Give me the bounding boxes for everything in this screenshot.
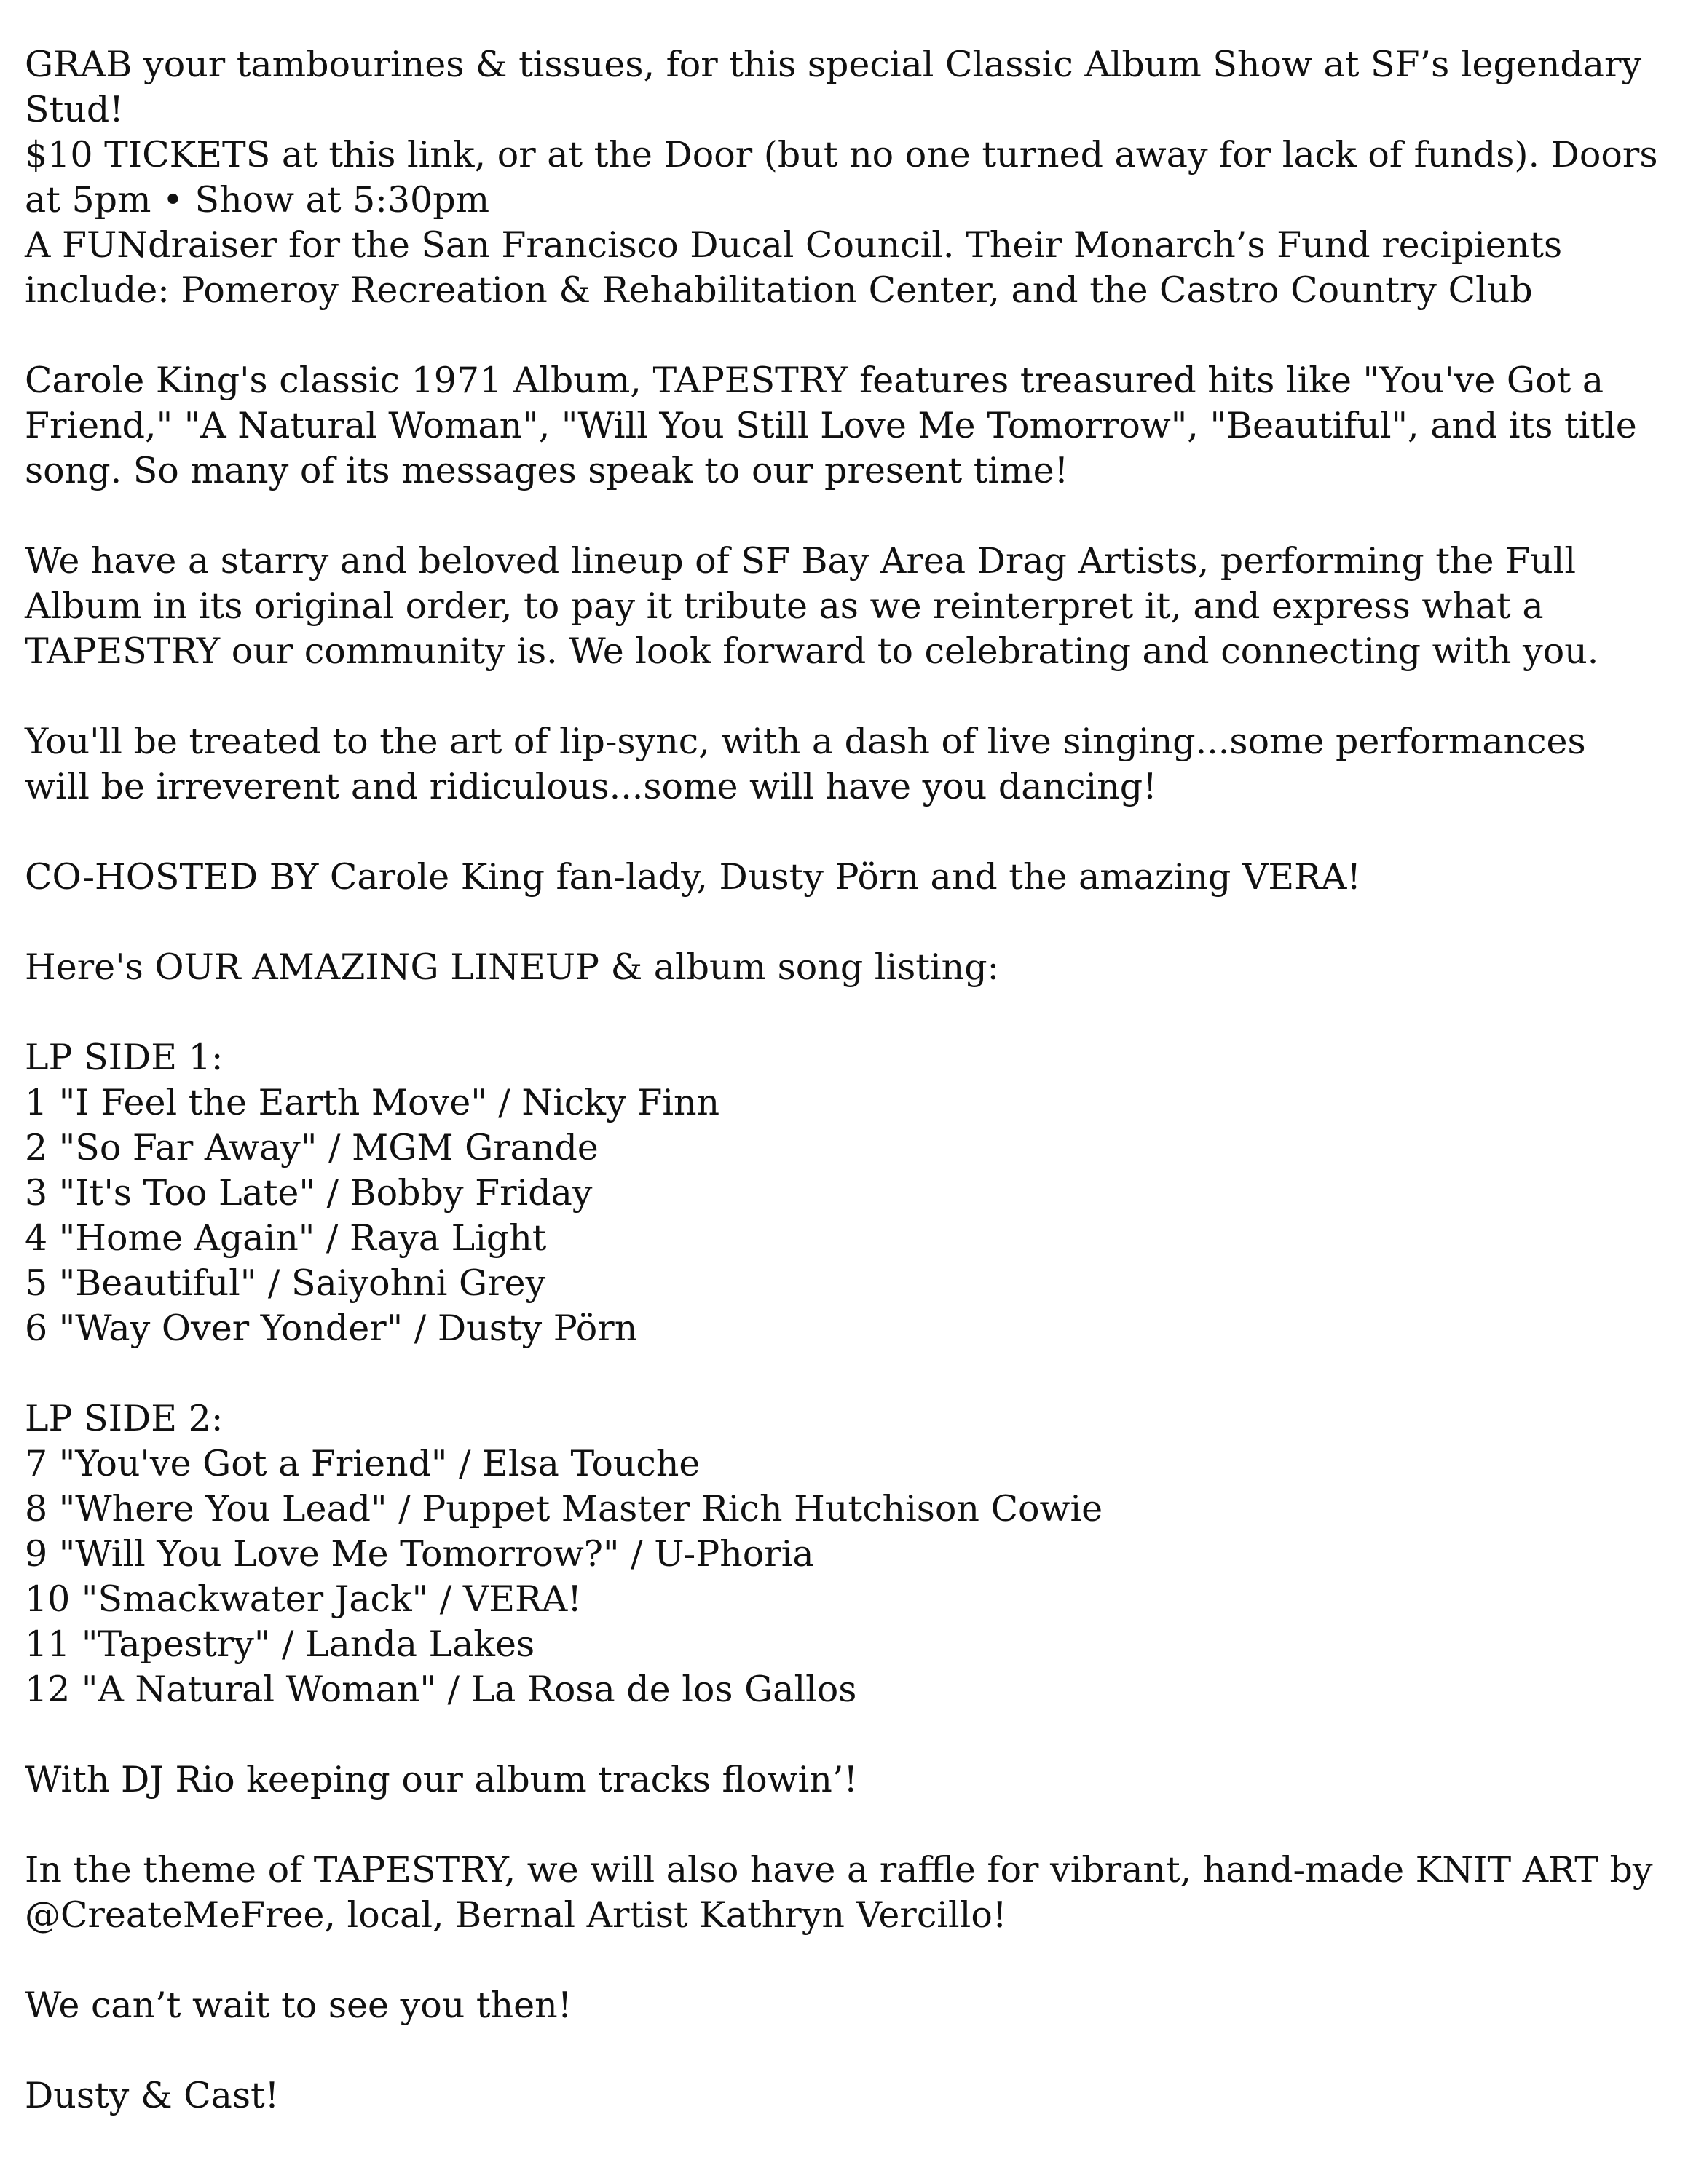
track-item: 8 "Where You Lead" / Puppet Master Rich Hutchison Cowie (25, 1488, 1103, 1530)
raffle-paragraph (25, 1848, 1671, 1938)
cohost-line: CO-HOSTED BY Carole King fan-lady, Dusty Pörn and the amazing VERA! (25, 856, 1362, 898)
track-item: 6 "Way Over Yonder" / Dusty Pörn (25, 1307, 638, 1349)
track-item: 5 "Beautiful" / Saiyohni Grey (25, 1262, 546, 1304)
album-line: Carole King's classic 1971 Album, TAPESTRY features treasured hits like "You've Got a (25, 360, 1604, 401)
side-2-track-list (25, 1396, 1671, 1712)
track-item: 2 "So Far Away" / MGM Grande (25, 1127, 599, 1168)
track-item: 3 "It's Too Late" / Bobby Friday (25, 1172, 593, 1214)
lineup-paragraph (25, 539, 1671, 674)
lineup-line: We have a starry and beloved lineup of SF Bay Area Drag Artists, performing the Full (25, 540, 1576, 582)
lipsync-line: You'll be treated to the art of lip-sync, with a dash of live singing...some performances (25, 721, 1586, 762)
signoff-paragraph (25, 2073, 1671, 2118)
intro-line: Stud! (25, 89, 124, 130)
dj-line: With DJ Rio keeping our album tracks flowin’! (25, 1759, 859, 1800)
lineup-line: TAPESTRY our community is. We look forward to celebrating and connecting with you. (25, 630, 1599, 672)
album-paragraph (25, 358, 1671, 494)
fundraiser-line: include: Pomeroy Recreation & Rehabilitation Center, and the Castro Country Club (25, 269, 1533, 311)
lipsync-line: will be irreverent and ridiculous...some will have you dancing! (25, 766, 1157, 807)
track-item: 9 "Will You Love Me Tomorrow?" / U-Phoria (25, 1533, 814, 1575)
fundraiser-line: A FUNdraiser for the San Francisco Ducal Council. Their Monarch’s Fund recipients (25, 224, 1563, 266)
intro-line: GRAB your tambourines & tissues, for this special Classic Album Show at SF’s legendary (25, 44, 1642, 85)
intro-paragraph (25, 42, 1671, 313)
signoff-line: Dusty & Cast! (25, 2075, 280, 2116)
track-item: 12 "A Natural Woman" / La Rosa de los Gallos (25, 1669, 857, 1710)
tickets-line: at 5pm • Show at 5:30pm (25, 179, 490, 221)
lineup-line: Album in its original order, to pay it tribute as we reinterpret it, and express what a (25, 585, 1544, 627)
track-item: 7 "You've Got a Friend" / Elsa Touche (25, 1443, 701, 1484)
track-item: 11 "Tapestry" / Landa Lakes (25, 1623, 535, 1665)
event-description (25, 42, 1671, 2118)
side-1-heading: LP SIDE 1: (25, 1037, 224, 1078)
side-2-heading: LP SIDE 2: (25, 1398, 224, 1439)
dj-paragraph (25, 1757, 1671, 1803)
lineup-heading-text: Here's OUR AMAZING LINEUP & album song listing: (25, 946, 1000, 988)
side-1-track-list (25, 1035, 1671, 1351)
closing-paragraph (25, 1983, 1671, 2028)
track-item: 10 "Smackwater Jack" / VERA! (25, 1578, 583, 1620)
lineup-heading (25, 945, 1671, 990)
tickets-line: $10 TICKETS at this link, or at the Door (but no one turned away for lack of funds). Doors (25, 134, 1658, 175)
lipsync-paragraph (25, 719, 1671, 810)
track-item: 1 "I Feel the Earth Move" / Nicky Finn (25, 1082, 720, 1123)
album-line: song. So many of its messages speak to our present time! (25, 450, 1069, 491)
closing-line: We can’t wait to see you then! (25, 1985, 572, 2026)
track-item: 4 "Home Again" / Raya Light (25, 1217, 547, 1259)
raffle-line: In the theme of TAPESTRY, we will also have a raffle for vibrant, hand-made KNIT ART by (25, 1849, 1653, 1891)
album-line: Friend," "A Natural Woman", "Will You Still Love Me Tomorrow", "Beautiful", and its title (25, 405, 1637, 446)
cohost-paragraph (25, 855, 1671, 900)
raffle-line: @CreateMeFree, local, Bernal Artist Kathryn Vercillo! (25, 1894, 1007, 1936)
